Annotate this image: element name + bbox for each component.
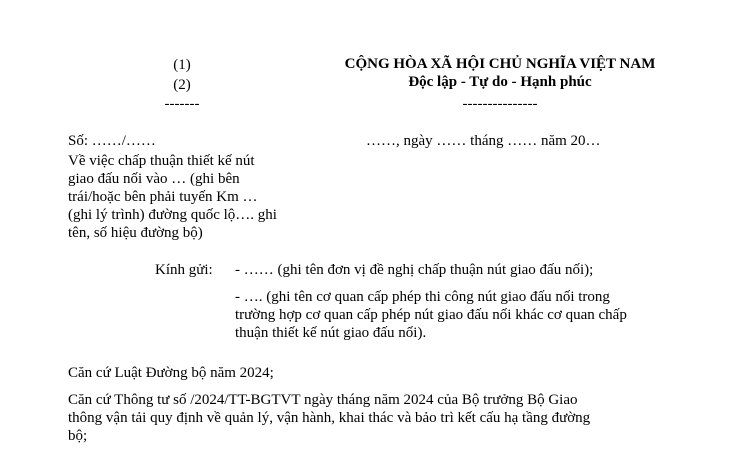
basis-circular-line: Căn cứ Thông tư số /2024/TT-BGTVT ngày tháng năm 2024 của Bộ trưởng Bộ Giao — [68, 392, 578, 408]
recipient-second-line: - …. (ghi tên cơ quan cấp phép thi công nút giao đấu nối trong — [235, 289, 610, 305]
subject-line: trái/hoặc bên phải tuyến Km … — [68, 189, 258, 205]
subject-line: tên, số hiệu đường bộ) — [68, 225, 203, 241]
subject-block — [68, 152, 308, 242]
date-line: ……, ngày …… tháng …… năm 20… — [366, 133, 601, 149]
header-right-divider: --------------- — [462, 96, 538, 112]
subject-line: giao đấu nối vào … (ghi bên — [68, 171, 240, 187]
header-left-line1: (1) — [173, 57, 191, 73]
national-title: CỘNG HÒA XÃ HỘI CHỦ NGHĨA VIỆT NAM — [344, 56, 656, 72]
recipient-second-line: trường hợp cơ quan cấp phép nút giao đấu nối khác cơ quan chấp — [235, 307, 627, 323]
recipient-first: - …… (ghi tên đơn vị đề nghị chấp thuận nút giao đấu nối); — [235, 262, 594, 278]
national-motto: Độc lập - Tự do - Hạnh phúc — [408, 74, 592, 90]
basis-circular-line: thông vận tải quy định về quản lý, vận hành, khai thác và bảo trì kết cấu hạ tầng đường — [68, 410, 591, 426]
document-number: Số: ……/…… — [68, 133, 156, 149]
subject-line: (ghi lý trình) đường quốc lộ…. ghi — [68, 207, 277, 223]
recipient-second — [235, 288, 627, 342]
basis-law: Căn cứ Luật Đường bộ năm 2024; — [68, 365, 274, 381]
subject-line: Về việc chấp thuận thiết kế nút — [68, 153, 255, 169]
header-left-divider: ------- — [164, 96, 200, 112]
basis-circular-line: bộ; — [68, 428, 88, 444]
header-left-line2: (2) — [173, 77, 191, 93]
recipient-label: Kính gửi: — [155, 262, 213, 278]
basis-circular — [68, 391, 590, 445]
recipient-second-line: thuận thiết kế nút giao đấu nối). — [235, 325, 427, 341]
